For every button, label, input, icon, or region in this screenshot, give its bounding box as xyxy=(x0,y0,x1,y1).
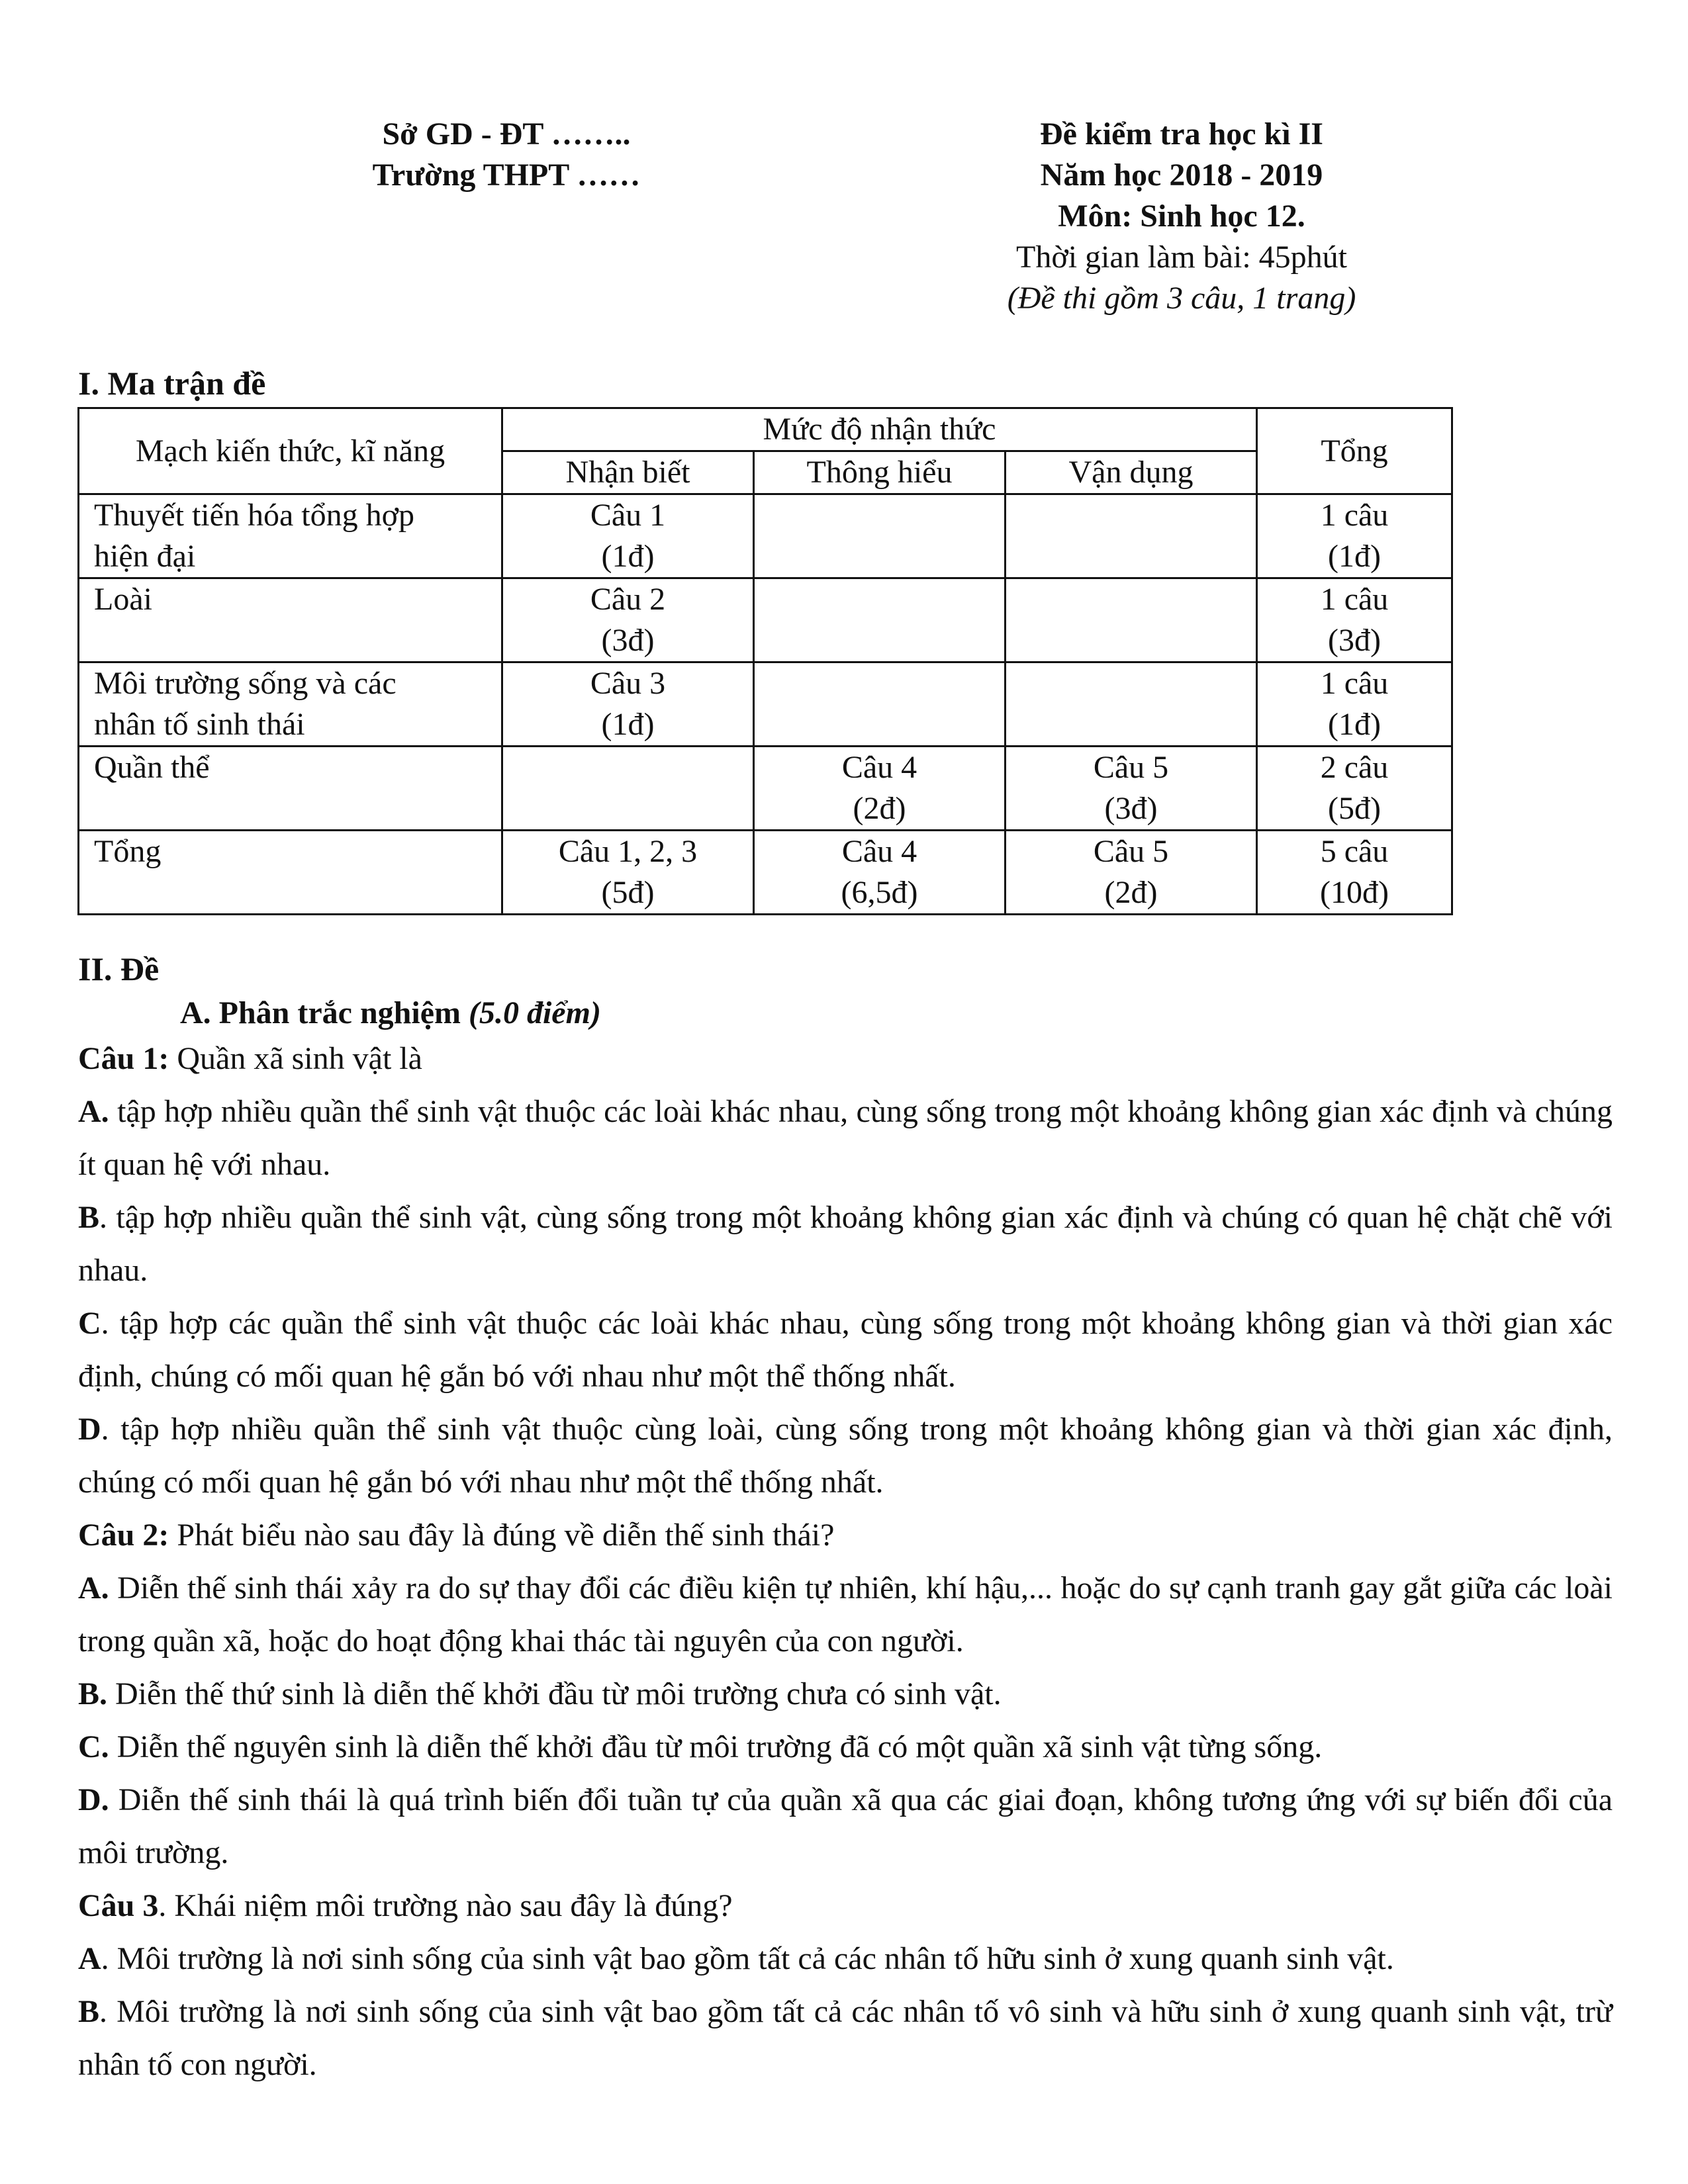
option-key: D. xyxy=(78,1782,109,1817)
answer-option xyxy=(78,1562,1613,1668)
total-cell-line: (1đ) xyxy=(1328,707,1381,742)
question-text: Quần xã sinh vật là xyxy=(169,1041,422,1076)
option-key: A. xyxy=(78,1094,109,1129)
question-text: . Khái niệm môi trường nào sau đây là đúng? xyxy=(158,1888,733,1923)
total-cell-line: 1 câu xyxy=(1320,582,1389,617)
answer-option xyxy=(78,1085,1613,1191)
topic-cell-line: Tổng xyxy=(94,834,162,869)
part-a-label: A. Phân trắc nghiệm xyxy=(180,995,461,1030)
total-cell-line: (1đ) xyxy=(1328,539,1381,574)
option-key: C. xyxy=(78,1729,109,1764)
option-key: B. xyxy=(78,1676,108,1711)
topic-cell-line: Thuyết tiến hóa tổng hợp xyxy=(94,498,414,533)
option-key: D xyxy=(78,1412,101,1447)
header-level-recognize: Nhận biết xyxy=(502,451,754,494)
apply-cell-line: (3đ) xyxy=(1104,791,1158,826)
header-level-understand: Thông hiểu xyxy=(754,451,1006,494)
recognize-cell-line: (1đ) xyxy=(601,539,655,574)
department-line: Sở GD - ĐT …….. xyxy=(382,116,631,152)
question-label: Câu 1: xyxy=(78,1041,169,1076)
option-text: Diễn thế nguyên sinh là diễn thế khởi đầu từ môi trường đã có một quần xã sinh vật từng sống. xyxy=(109,1729,1323,1764)
apply-cell-line: Câu 5 xyxy=(1093,750,1169,785)
knowledge-matrix-table xyxy=(77,407,1453,915)
exam-note: (Đề thi gồm 3 câu, 1 trang) xyxy=(1007,281,1356,316)
recognize-cell-line: (1đ) xyxy=(601,707,655,742)
question-3 xyxy=(78,1880,1613,1933)
total-cell-line: 2 câu xyxy=(1320,750,1389,785)
subject: Môn: Sinh học 12. xyxy=(1058,199,1305,234)
header-left xyxy=(291,114,722,196)
option-text: . Môi trường là nơi sinh sống của sinh vật bao gồm tất cả các nhân tố hữu sinh ở xung quanh sinh vật. xyxy=(101,1941,1394,1976)
understand-cell-line: (2đ) xyxy=(853,791,906,826)
question-1 xyxy=(78,1032,1613,1085)
total-cell-line: 5 câu xyxy=(1320,834,1389,869)
header-topic: Mạch kiến thức, kĩ năng xyxy=(79,408,502,494)
answer-option xyxy=(78,1774,1613,1880)
option-text: Diễn thế thứ sinh là diễn thế khởi đầu từ môi trường chưa có sinh vật. xyxy=(107,1676,1002,1711)
table-row xyxy=(79,662,1452,747)
question-text: Phát biểu nào sau đây là đúng về diễn thế sinh thái? xyxy=(169,1518,835,1553)
school-year: Năm học 2018 - 2019 xyxy=(1040,158,1323,193)
apply-cell-line: Câu 5 xyxy=(1093,834,1169,869)
topic-cell-line: Môi trường sống và các xyxy=(94,666,397,701)
topic-cell-line: Quần thể xyxy=(94,750,210,785)
option-text: tập hợp nhiều quần thể sinh vật thuộc các loài khác nhau, cùng sống trong một khoảng không gian xác định và chúng ít quan hệ với nhau. xyxy=(78,1094,1613,1182)
recognize-cell-line: Câu 1 xyxy=(590,498,666,533)
section-matrix-title: I. Ma trận đề xyxy=(78,365,266,402)
school-line: Trường THPT …… xyxy=(372,158,641,193)
header-right xyxy=(914,114,1450,319)
header-level-group: Mức độ nhận thức xyxy=(502,408,1257,451)
understand-cell-line: (6,5đ) xyxy=(841,875,918,910)
option-key: B xyxy=(78,1200,100,1235)
answer-option xyxy=(78,1985,1613,2091)
recognize-cell-line: Câu 1, 2, 3 xyxy=(558,834,698,869)
section-exam-title: II. Đề xyxy=(78,950,160,987)
total-cell-line: (10đ) xyxy=(1320,875,1389,910)
recognize-cell-line: (5đ) xyxy=(601,875,655,910)
table-row xyxy=(79,578,1452,662)
understand-cell-line: Câu 4 xyxy=(841,750,917,785)
option-text: . tập hợp nhiều quần thể sinh vật thuộc cùng loài, cùng sống trong một khoảng không gian và thời gian xác định, chúng có mối quan hệ gắn bó với nhau như một thể thống nhất. xyxy=(78,1412,1613,1500)
topic-cell-line: hiện đại xyxy=(94,539,196,574)
understand-cell-line: Câu 4 xyxy=(841,834,917,869)
option-text: Diễn thế sinh thái là quá trình biến đổi tuần tự của quần xã qua các giai đoạn, không tương ứng với sự biến đổi của môi trường. xyxy=(78,1782,1613,1870)
answer-option xyxy=(78,1297,1613,1403)
table-row xyxy=(79,494,1452,578)
answer-option xyxy=(78,1933,1613,1985)
option-text: . tập hợp các quần thể sinh vật thuộc các loài khác nhau, cùng sống trong một khoảng không gian và thời gian xác định, chúng có mối quan hệ gắn bó với nhau như một thể thống nhất. xyxy=(78,1306,1613,1394)
recognize-cell-line: Câu 2 xyxy=(590,582,666,617)
option-text: Diễn thế sinh thái xảy ra do sự thay đổi các điều kiện tự nhiên, khí hậu,... hoặc do sự cạnh tranh gay gắt giữa các loài trong quần xã, hoặc do hoạt động khai thác tài nguyên của con người. xyxy=(78,1570,1613,1659)
option-key: C xyxy=(78,1306,101,1341)
answer-option xyxy=(78,1668,1613,1721)
option-text: . Môi trường là nơi sinh sống của sinh vật bao gồm tất cả các nhân tố vô sinh và hữu sinh ở xung quanh sinh vật, trừ nhân tố con người. xyxy=(78,1994,1613,2082)
answer-option xyxy=(78,1191,1613,1297)
exam-title: Đề kiểm tra học kì II xyxy=(1040,116,1323,152)
answer-option xyxy=(78,1721,1613,1774)
total-cell-line: (5đ) xyxy=(1328,791,1381,826)
option-text: . tập hợp nhiều quần thể sinh vật, cùng sống trong một khoảng không gian xác định và chúng có quan hệ chặt chẽ với nhau. xyxy=(78,1200,1613,1288)
recognize-cell-line: Câu 3 xyxy=(590,666,666,701)
question-label: Câu 3 xyxy=(78,1888,159,1923)
header-level-apply: Vận dụng xyxy=(1006,451,1257,494)
topic-cell-line: nhân tố sinh thái xyxy=(94,707,305,742)
topic-cell-line: Loài xyxy=(94,582,152,617)
part-a-heading xyxy=(180,993,601,1034)
table-row xyxy=(79,831,1452,915)
recognize-cell-line: (3đ) xyxy=(601,623,655,658)
exam-time: Thời gian làm bài: 45phút xyxy=(1016,240,1347,275)
header-total: Tổng xyxy=(1257,408,1452,494)
question-2 xyxy=(78,1509,1613,1562)
option-key: A xyxy=(78,1941,101,1976)
apply-cell-line: (2đ) xyxy=(1104,875,1158,910)
questions-body xyxy=(78,1032,1613,2091)
option-key: A. xyxy=(78,1570,109,1606)
option-key: B xyxy=(78,1994,100,2029)
table-row xyxy=(79,747,1452,831)
question-label: Câu 2: xyxy=(78,1518,169,1553)
part-a-points: (5.0 điểm) xyxy=(468,995,601,1030)
total-cell-line: 1 câu xyxy=(1320,666,1389,701)
answer-option xyxy=(78,1403,1613,1509)
total-cell-line: (3đ) xyxy=(1328,623,1381,658)
total-cell-line: 1 câu xyxy=(1320,498,1389,533)
